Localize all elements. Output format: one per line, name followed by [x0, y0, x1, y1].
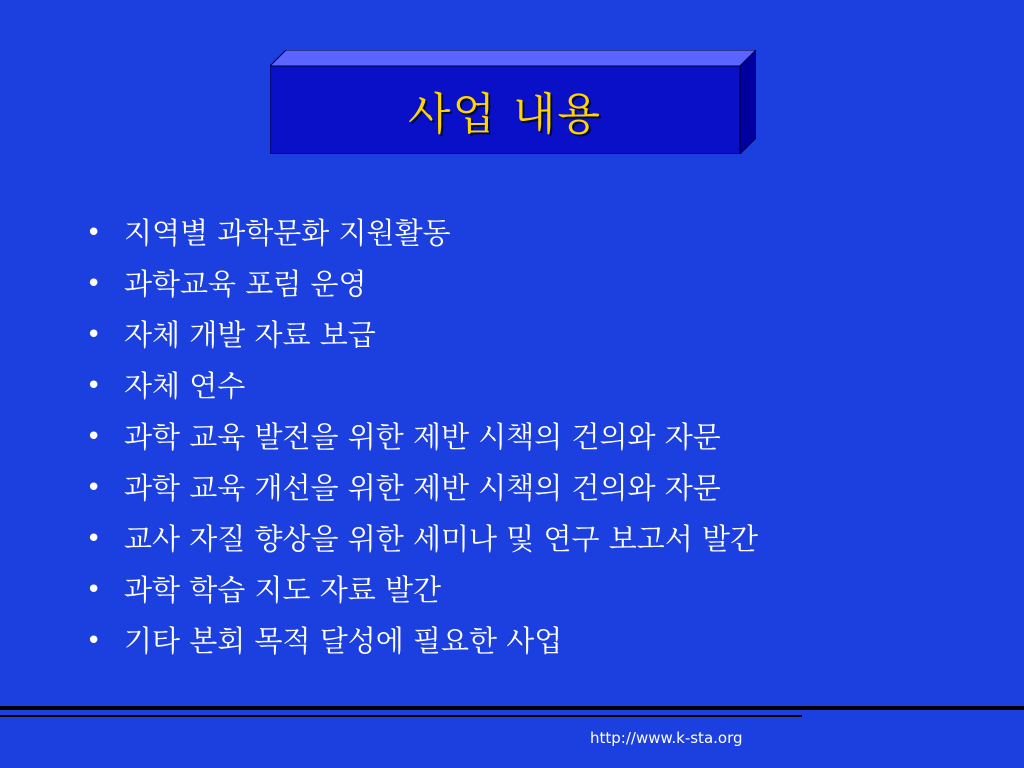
list-item-text: 교사 자질 향상을 위한 세미나 및 연구 보고서 발간 — [124, 522, 759, 556]
footer-rule-thick — [0, 706, 1024, 710]
bullet-dot: • — [86, 524, 102, 554]
bullet-dot: • — [86, 626, 102, 656]
list-item — [86, 412, 758, 463]
list-item — [86, 361, 758, 412]
list-item-text: 과학 학습 지도 자료 발간 — [124, 573, 442, 607]
footer-rule-thin — [0, 715, 802, 717]
bullet-dot: • — [86, 422, 102, 452]
list-item — [86, 259, 758, 310]
bullet-dot: • — [86, 575, 102, 605]
bullet-list — [86, 208, 758, 667]
list-item-text: 과학 교육 발전을 위한 제반 시책의 건의와 자문 — [124, 420, 721, 454]
footer-url: http://www.k-sta.org — [590, 729, 743, 747]
slide-title: 사업 내용 — [407, 89, 602, 140]
list-item-text: 과학 교육 개선을 위한 제반 시책의 건의와 자문 — [124, 471, 721, 505]
bullet-dot: • — [86, 218, 102, 248]
list-item — [86, 463, 758, 514]
list-item — [86, 616, 758, 667]
list-item-text: 지역별 과학문화 지원활동 — [124, 216, 451, 250]
list-item — [86, 310, 758, 361]
list-item — [86, 208, 758, 259]
bullet-dot: • — [86, 473, 102, 503]
title-box — [270, 50, 756, 154]
bullet-dot: • — [86, 269, 102, 299]
bullet-dot: • — [86, 371, 102, 401]
list-item-text: 자체 연수 — [124, 369, 246, 403]
list-item-text: 과학교육 포럼 운영 — [124, 267, 367, 301]
list-item — [86, 565, 758, 616]
list-item — [86, 514, 758, 565]
bullet-dot: • — [86, 320, 102, 350]
list-item-text: 기타 본회 목적 달성에 필요한 사업 — [124, 624, 563, 658]
list-item-text: 자체 개발 자료 보급 — [124, 318, 376, 352]
